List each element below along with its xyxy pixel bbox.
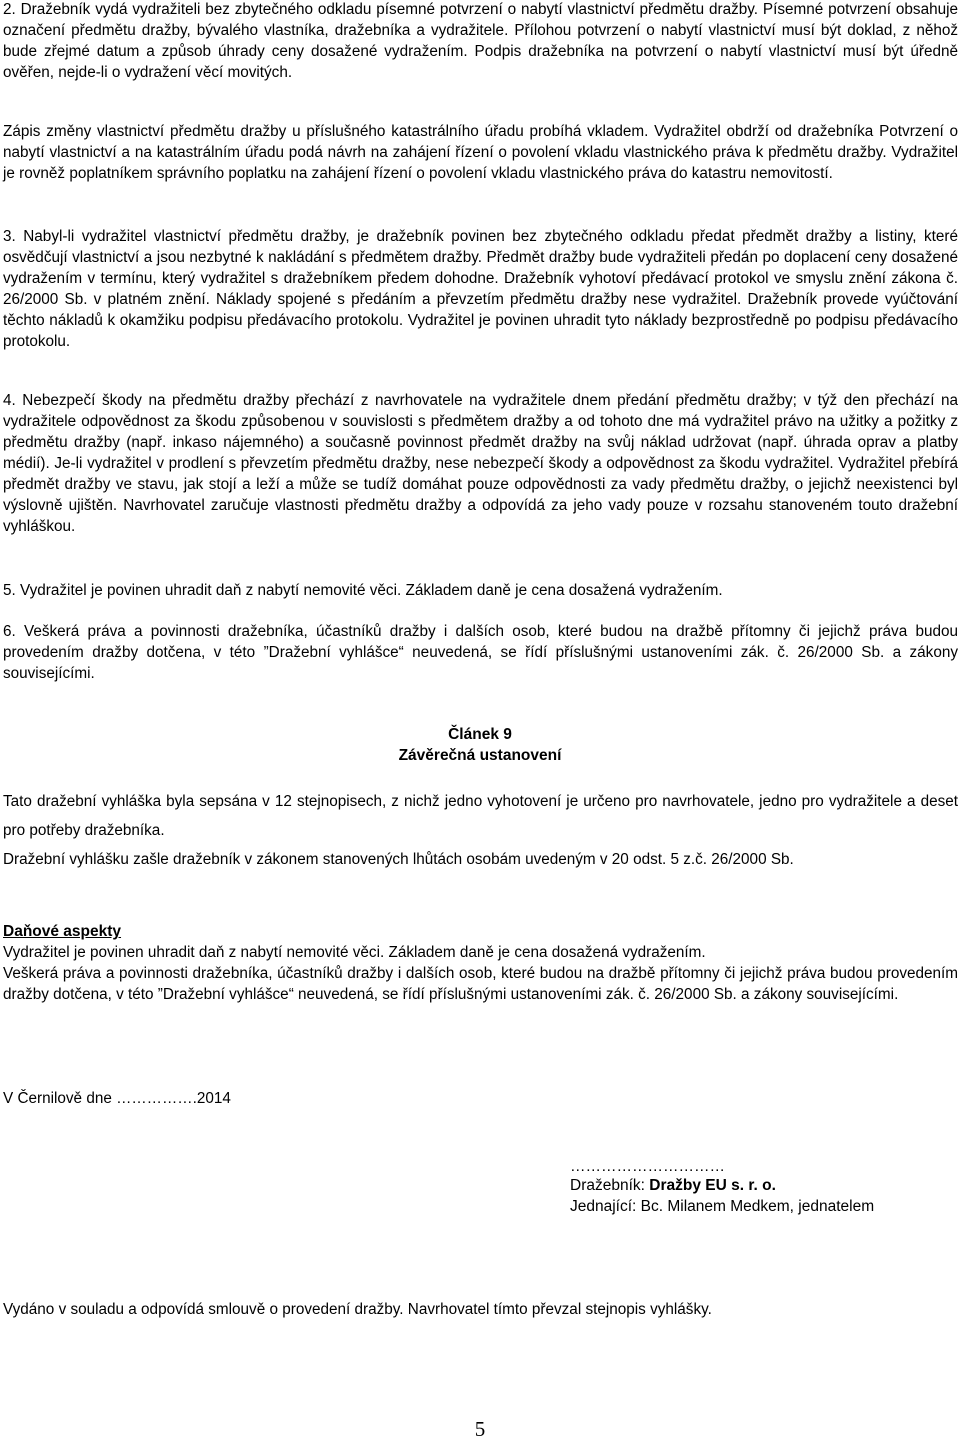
closing-sent: Dražební vyhlášku zašle dražebník v zákonem stanovených lhůtách osobám uvedeným v 20 odst. 5 z.č. 26/2000 Sb. <box>3 851 794 868</box>
place-date: V Černilově dne …………….2014 <box>3 1090 231 1107</box>
article-title: Závěrečná ustanovení <box>398 747 562 764</box>
paragraph-5: 5. Vydražitel je povinen uhradit daň z nabytí nemovité věci. Základem daně je cena dosažená vydražením. <box>3 582 723 599</box>
footer-note: Vydáno v souladu a odpovídá smlouvě o provedení dražby. Navrhovatel tímto převzal stejnopis vyhlášky. <box>3 1301 712 1318</box>
paragraph-2: 2. Dražebník vydá vydražiteli bez zbytečného odkladu písemné potvrzení o nabytí vlastnictví předmětu dražby. Písemné potvrzení obsahuje označení předmětu dražby, bývalého vlastníka, dražebníka a vydražitele. Přílohou potvrzení o nabytí vlastnictví musí být doklad, z něhož bude zřejmé datum a způsob úhrady ceny dosažené vydražením. Podpis dražebníka na potvrzení o nabytí vlastnictví musí být úředně ověřen, nejde-li o vydražení věcí movitých. <box>3 1 958 81</box>
auctioneer-line <box>570 1175 776 1196</box>
paragraph-4: 4. Nebezpečí škody na předmětu dražby přechází z navrhovatele na vydražitele dnem předání předmětu dražby; v týž den přechází na vydražitele odpovědnost za škodu způsobenou v souvislosti s předmětem dražby a od tohoto dne má vydražitel právo na užitky a požitky z předmětu dražby (např. inkaso nájemného) a současně povinnost předmět dražby na svůj náklad udržovat (např. úhrada oprav a platby médií). Je-li vydražitel v prodlení s převzetím předmětu dražby, nese nebezpečí škody a odpovědnost za škodu vydražitel. Vydražitel přebírá předmět dražby ve stavu, jak stojí a leží a může se tudíž domáhat pouze odpovědnosti za vady předmětu dražby, o jejichž neexistenci byl výslovně ujištěn. Navrhovatel zaručuje vlastnosti předmětu dražby a odpovídá za jeho vady pouze v rozsahu stanoveném touto dražební vyhláškou. <box>3 392 958 535</box>
auctioneer-name: Dražby EU s. r. o. <box>649 1177 776 1194</box>
tax-aspects-title: Daňové aspekty <box>3 923 122 940</box>
closing-copies: Tato dražební vyhláška byla sepsána v 12 stejnopisech, z nichž jedno vyhotovení je určeno pro navrhovatele, jedno pro vydražitele a deset pro potřeby dražebníka. <box>3 793 958 839</box>
representative-line: Jednající: Bc. Milanem Medkem, jednatelem <box>570 1198 875 1215</box>
tax-line-1: Vydražitel je povinen uhradit daň z nabytí nemovité věci. Základem daně je cena dosažená vydražením. <box>3 944 706 961</box>
paragraph-6: 6. Veškerá práva a povinnosti dražebníka, účastníků dražby i dalších osob, které budou na dražbě přítomny či jejichž práva budou provedením dražby dotčena, v této ”Dražební vyhlášce“ neuvedená, se řídí příslušnými ustanoveními zák. č. 26/2000 Sb. a zákony souvisejícími. <box>3 623 958 682</box>
signature-line: ………………………… <box>570 1158 725 1175</box>
page-number: 5 <box>474 1417 486 1441</box>
paragraph-2-registration: Zápis změny vlastnictví předmětu dražby u příslušného katastrálního úřadu probíhá vkladem. Vydražitel obdrží od dražebníka Potvrzení o nabytí vlastnictví a na katastrálním úřadu podá návrh na zahájení řízení o povolení vkladu vlastnického práva k předmětu dražby. Vydražitel je rovněž poplatníkem správního poplatku na zahájení řízení o povolení vkladu vlastnického práva do katastru nemovitostí. <box>3 123 958 182</box>
auctioneer-label: Dražebník: <box>570 1177 650 1194</box>
article-number: Článek 9 <box>448 726 512 743</box>
tax-line-2: Veškerá práva a povinnosti dražebníka, účastníků dražby i dalších osob, které budou na dražbě přítomny či jejichž práva budou provedením dražby dotčena, v této ”Dražební vyhlášce“ neuvedená, se řídí příslušnými ustanoveními zák. č. 26/2000 Sb. a zákony souvisejícími. <box>3 965 958 1003</box>
paragraph-3: 3. Nabyl-li vydražitel vlastnictví předmětu dražby, je dražebník povinen bez zbytečného odkladu předat předmět dražby a listiny, které osvědčují vlastnictví a jsou nezbytné k nakládání s předmětem dražby. Předmět dražby bude vydražiteli předán po doplacení ceny dosažené vydražením v termínu, který vydražitel s dražebníkem předem dohodne. Dražebník vyhotoví předávací protokol ve smyslu znění zákona č. 26/2000 Sb. v platném znění. Náklady spojené s předáním a převzetím předmětu dražby nese vydražitel. Dražebník provede vyúčtování těchto nákladů k okamžiku podpisu předávacího protokolu. Vydražitel je povinen uhradit tyto náklady bezprostředně po podpisu předávacího protokolu. <box>3 228 958 350</box>
